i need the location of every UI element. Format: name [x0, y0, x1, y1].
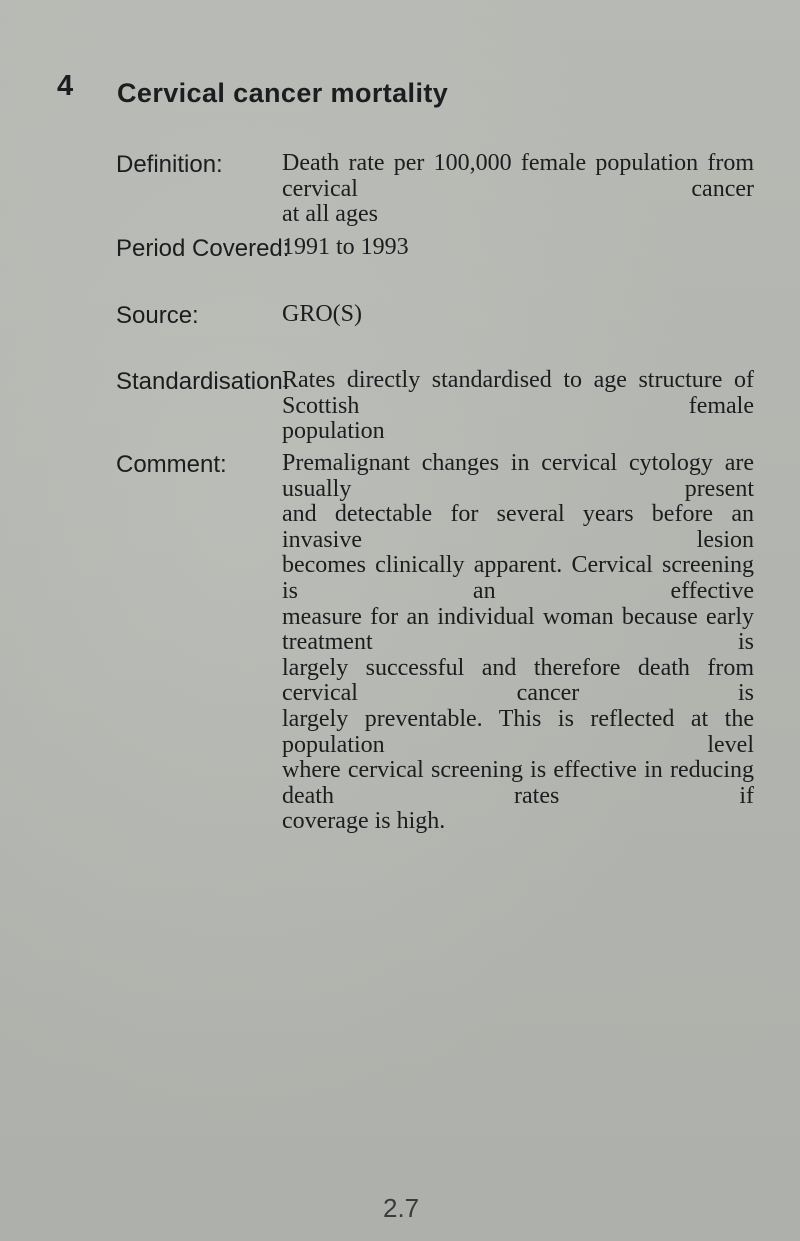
- source-label: Source:: [116, 302, 199, 329]
- comment-line: coverage is high.: [282, 808, 446, 835]
- comment-line: Premalignant changes in cervical cytology are usually present: [282, 450, 754, 502]
- standardisation-label: Standardisation:: [116, 368, 290, 395]
- period-covered-value: [282, 235, 754, 261]
- source-line: GRO(S): [282, 301, 363, 327]
- comment-value: [282, 451, 754, 835]
- definition-line: Death rate per 100,000 female population from cervical cancer: [282, 150, 754, 202]
- comment-line: largely successful and therefore death from cervical cancer is: [282, 654, 754, 707]
- chapter-title: Cervical cancer mortality: [117, 78, 449, 108]
- chapter-number: 4: [57, 70, 74, 102]
- comment-line: where cervical screening is effective in reducing death rates if: [282, 757, 754, 809]
- standardisation-line: population: [282, 418, 385, 445]
- standardisation-value: [282, 368, 754, 445]
- comment-line: and detectable for several years before an invasive lesion: [282, 501, 754, 553]
- definition-value: [282, 151, 754, 228]
- period-covered-label: Period Covered:: [116, 235, 290, 262]
- comment-line: becomes clinically apparent. Cervical screening is an effective: [282, 552, 754, 604]
- period-covered-line: 1991 to 1993: [282, 234, 409, 260]
- page-number: 2.7: [383, 1193, 420, 1223]
- comment-label: Comment:: [116, 451, 227, 478]
- source-value: [282, 302, 754, 328]
- definition-line: at all ages: [282, 201, 378, 228]
- definition-label: Definition:: [116, 151, 223, 178]
- standardisation-line: Rates directly standardised to age structure of Scottish female: [282, 367, 754, 419]
- comment-line: measure for an individual woman because early treatment is: [282, 603, 754, 656]
- comment-line: largely preventable. This is reflected at the population level: [282, 705, 754, 758]
